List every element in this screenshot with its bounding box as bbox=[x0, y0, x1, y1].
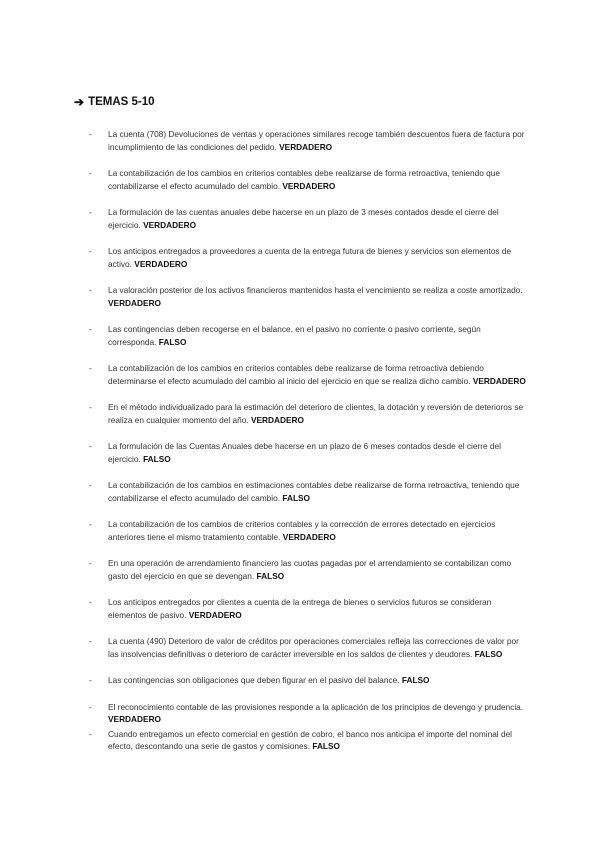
list-item bbox=[89, 167, 528, 192]
statement-text: Cuando entregamos un efecto comercial en gestión de cobro, el banco nos anticipa el importe del nominal del efecto, descontando una serie de gastos y comisiones. bbox=[108, 728, 513, 751]
bullet-dash: - bbox=[89, 441, 92, 451]
bullet-dash: - bbox=[89, 402, 92, 412]
answer-label: VERDADERO bbox=[282, 531, 336, 542]
list-item bbox=[89, 362, 528, 387]
statement-text: En el método individualizado para la estimación del deterioro de clientes, la dotación y reversión de deterioros se realiza en cualquier momento del año. bbox=[108, 402, 524, 425]
bullet-dash: - bbox=[89, 246, 92, 256]
list-item bbox=[89, 596, 528, 621]
answer-label: VERDADERO bbox=[108, 714, 162, 724]
list-item bbox=[89, 557, 528, 582]
list-item bbox=[89, 440, 528, 465]
answer-label: VERDADERO bbox=[188, 609, 242, 620]
bullet-dash: - bbox=[89, 636, 92, 646]
statement-text: La cuenta (490) Deterioro de valor de créditos por operaciones comerciales refleja las correcciones de valor por las insolvencias definitivas o deterioro de carácter irreversible en los saldos de clientes y deudores. bbox=[108, 636, 519, 659]
bullet-dash: - bbox=[89, 285, 92, 295]
list-item bbox=[89, 284, 528, 309]
bullet-dash: - bbox=[89, 597, 92, 607]
statement-text: Los anticipos entregados por clientes a cuenta de la entrega de bienes o servicios futuros se consideran elementos de pasivo. bbox=[108, 597, 492, 620]
statement-text: La cuenta (708) Devoluciones de ventas y operaciones similares recoge también descuentos fuera de factura por incumplimiento de las condiciones del pedido. bbox=[108, 129, 525, 152]
statement-text: En una operación de arrendamiento financiero las cuotas pagadas por el arrendamiento se contabilizan como gasto del ejercicio en que se devengan. bbox=[108, 558, 512, 581]
answer-label: FALSO bbox=[474, 648, 503, 659]
bullet-dash: - bbox=[89, 129, 92, 139]
list-item bbox=[89, 518, 528, 543]
list-item bbox=[89, 479, 528, 504]
answer-label: VERDADERO bbox=[143, 219, 197, 230]
answer-label: VERDADERO bbox=[279, 141, 333, 152]
answer-label: VERDADERO bbox=[250, 414, 304, 425]
answer-label: VERDADERO bbox=[134, 258, 188, 269]
list-item bbox=[89, 323, 528, 348]
list-item bbox=[89, 128, 528, 153]
bullet-dash: - bbox=[89, 558, 92, 568]
bullet-dash: - bbox=[89, 701, 92, 712]
arrow-icon: ➔ bbox=[74, 95, 85, 109]
statement-text: La contabilización de los cambios en criterios contables debe realizarse de forma retroactiva, teniendo que contabilizarse el efecto acumulado del cambio. bbox=[108, 168, 501, 191]
answer-label: VERDADERO bbox=[282, 180, 336, 191]
answer-label: FALSO bbox=[256, 570, 285, 581]
answer-label: VERDADERO bbox=[472, 375, 526, 386]
bullet-dash: - bbox=[89, 519, 92, 529]
statement-text: La contabilización de los cambios de criterios contables y la corrección de errores detectado en ejercicios anteriores tiene el mismo tratamiento contable. bbox=[108, 519, 496, 542]
section-title: TEMAS 5-10 bbox=[88, 96, 155, 108]
answer-label: FALSO bbox=[282, 492, 311, 503]
statement-text: La formulación de las Cuentas Anuales debe hacerse en un plazo de 6 meses contados desde el cierre del ejercicio. bbox=[108, 441, 501, 464]
statement-text: Las contingencias deben recogerse en el balance, en el pasivo no corriente o pasivo corriente, según corresponda. bbox=[108, 324, 481, 347]
list-item bbox=[89, 245, 528, 270]
bullet-dash: - bbox=[89, 675, 92, 685]
bullet-dash: - bbox=[89, 363, 92, 373]
list-item bbox=[89, 728, 528, 753]
bullet-dash: - bbox=[89, 324, 92, 334]
statement-text: La valoración posterior de los activos financieros mantenidos hasta el vencimiento se realiza a coste amortizado. bbox=[108, 285, 523, 295]
answer-label: VERDADERO bbox=[108, 297, 162, 308]
list-item bbox=[89, 206, 528, 231]
statement-text: Los anticipos entregados a proveedores a cuenta de la entrega futura de bienes y servicios son elementos de activo. bbox=[108, 246, 512, 269]
answer-label: FALSO bbox=[143, 453, 171, 464]
list-item bbox=[89, 674, 528, 687]
statement-text: El reconocimiento contable de las provisiones responde a la aplicación de los principios de devengo y prudencia. bbox=[108, 701, 524, 712]
bullet-dash: - bbox=[89, 168, 92, 178]
statement-text: La contabilización de los cambios en criterios contables debe realizarse de forma retroactiva debiendo determinarse el efecto acumulado del cambio al inicio del ejercicio en que se realiza dicho cambio. bbox=[108, 363, 484, 386]
answer-label: FALSO bbox=[401, 675, 430, 685]
statement-text: La formulación de las cuentas anuales debe hacerse en un plazo de 3 meses contados desde el cierre del ejercicio. bbox=[108, 207, 499, 230]
list-item bbox=[89, 635, 528, 660]
bullet-dash: - bbox=[89, 480, 92, 490]
answer-label: FALSO bbox=[312, 741, 340, 751]
list-item bbox=[89, 701, 528, 726]
section-heading bbox=[74, 95, 155, 109]
statement-text: La contabilización de los cambios en estimaciones contables debe realizarse de forma retroactiva, teniendo que contabilizarse el efecto acumulado del cambio. bbox=[108, 480, 520, 503]
list-item bbox=[89, 401, 528, 426]
bullet-dash: - bbox=[89, 207, 92, 217]
statement-list bbox=[0, 128, 600, 767]
bullet-dash: - bbox=[89, 728, 92, 739]
statement-text: Las contingencias son obligaciones que deben figurar en el pasivo del balance. bbox=[108, 675, 400, 685]
answer-label: FALSO bbox=[158, 336, 187, 347]
